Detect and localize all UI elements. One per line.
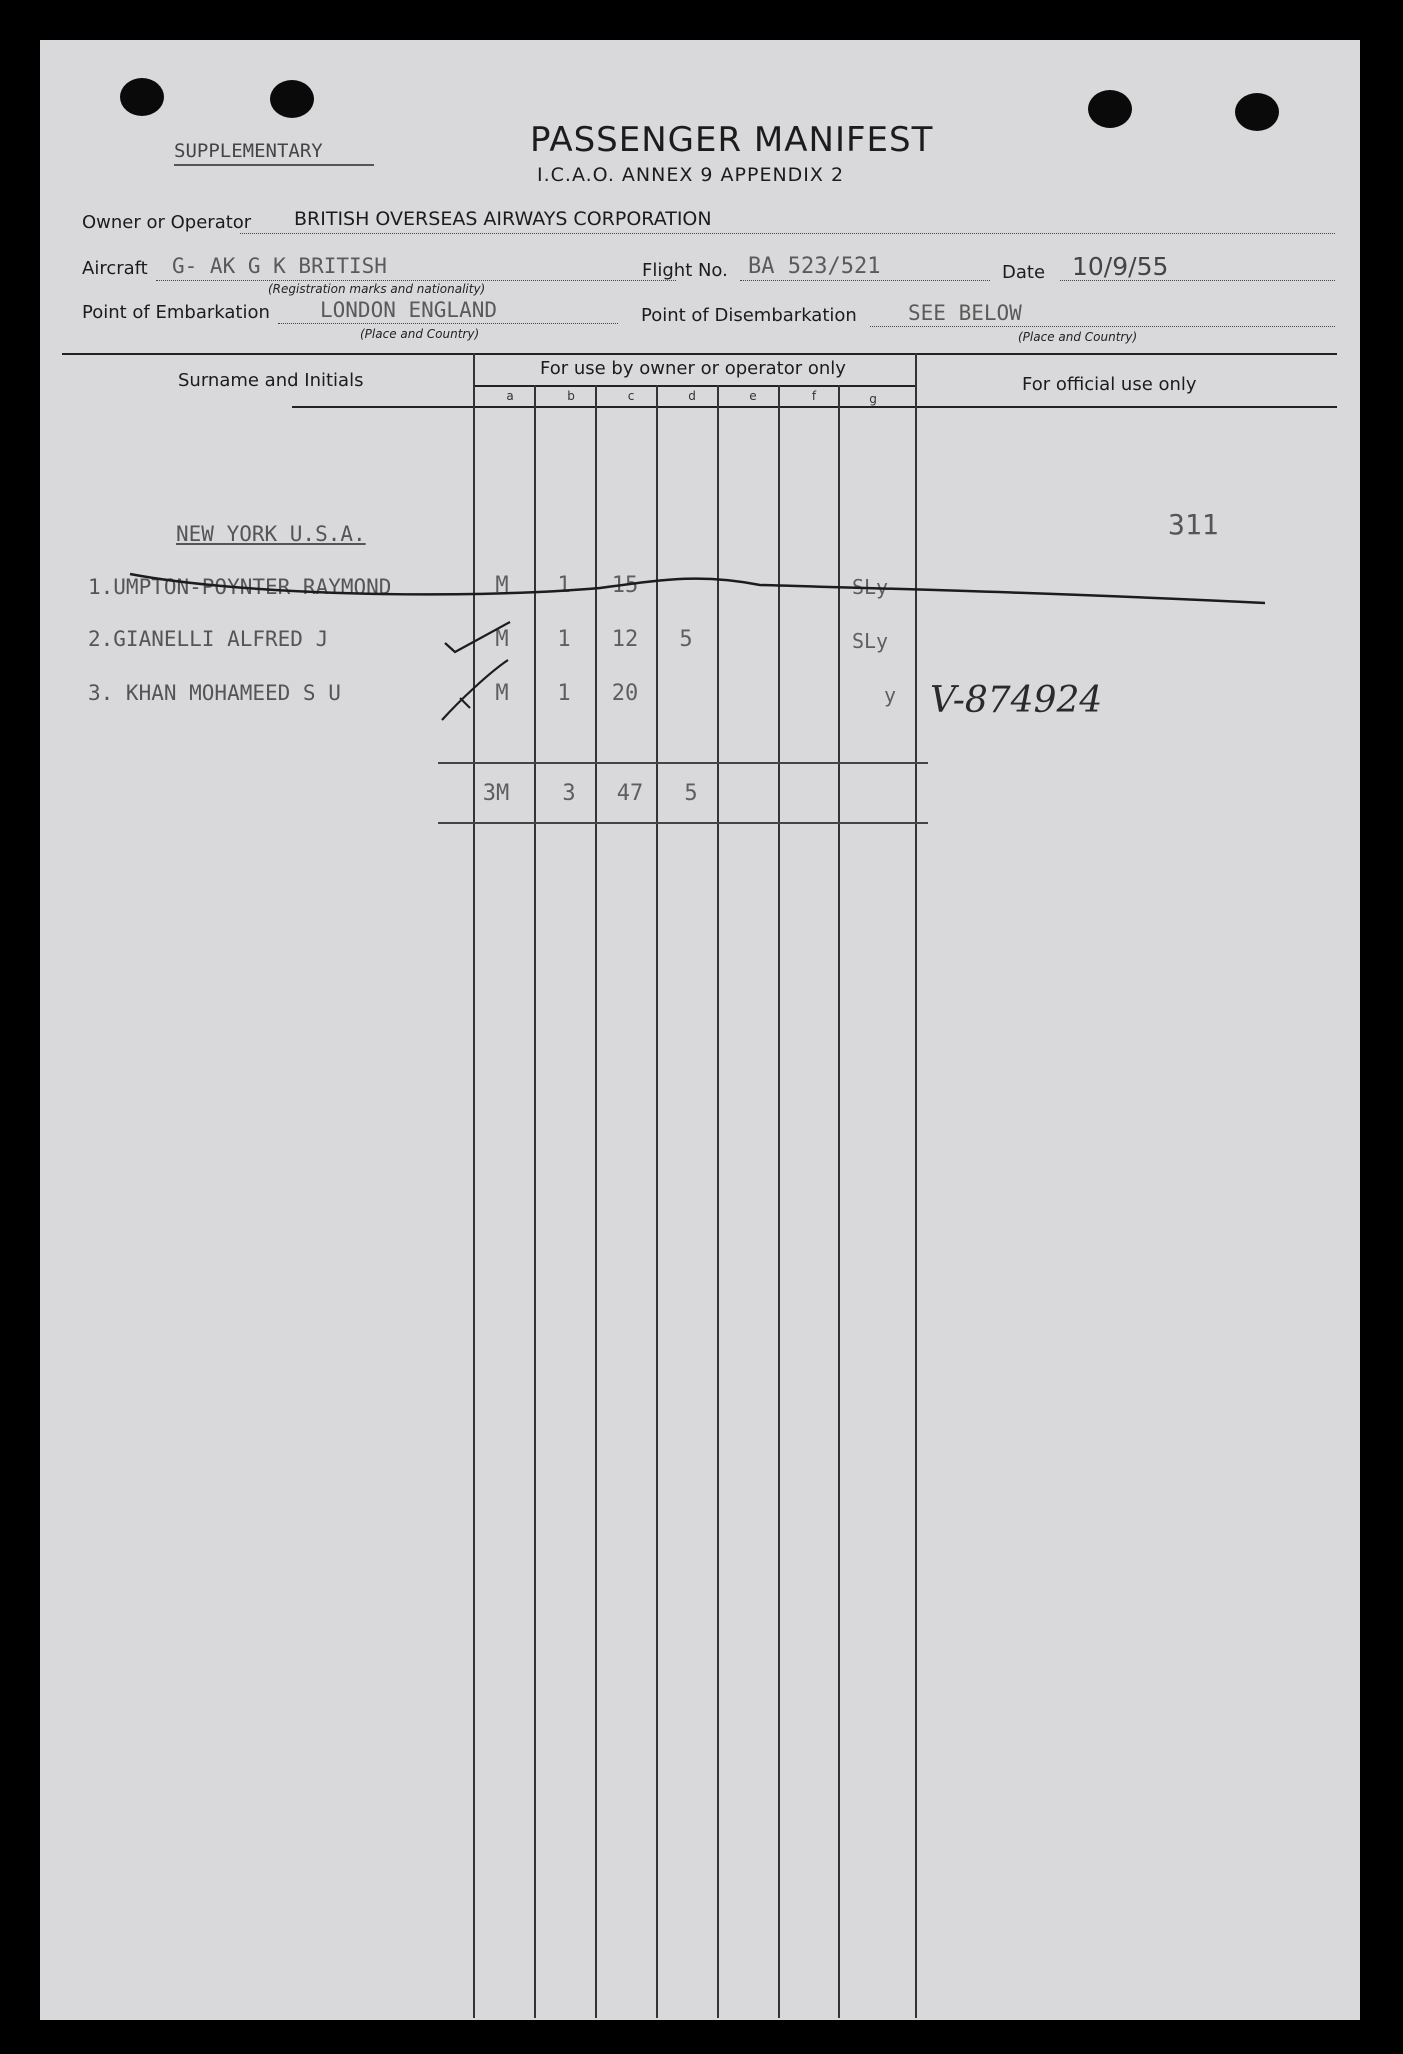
row2-col-d: 5 [679,627,693,652]
column-letter-a: a [506,389,514,403]
column-letter-f: f [811,389,817,403]
row3-col-c: 20 [611,681,639,706]
flight-value: BA 523/521 [748,254,881,279]
manifest-sheet [40,40,1360,2020]
supplementary-label: SUPPLEMENTARY [174,140,323,162]
column-letter-b: b [567,389,575,403]
total-col-d: 5 [684,781,698,806]
page-title: PASSENGER MANIFEST [530,120,934,160]
passenger-name-2: 2.GIANELLI ALFRED J [88,627,329,651]
column-letter-e: e [749,389,757,403]
passenger-name-3: 3. KHAN MOHAMEED S U [88,681,341,705]
owner-value: BRITISH OVERSEAS AIRWAYS CORPORATION [294,208,712,230]
aircraft-value: G- AK G K BRITISH [172,254,387,278]
row2-col-b: 1 [557,627,571,652]
owner-label: Owner or Operator [82,212,252,233]
embarkation-value: LONDON ENGLAND [320,298,498,322]
flight-label: Flight No. [642,260,728,281]
row3-col-a: M [495,681,509,706]
column-letter-c: c [627,389,635,403]
strike-through-row-1 [130,574,1265,603]
column-owner-use: For use by owner or operator only [540,358,846,379]
embarkation-note: (Place and Country) [360,327,480,341]
date-label: Date [1002,262,1046,283]
check-mark-row-3 [442,660,508,720]
reference-number: 311 [1168,508,1219,541]
destination-heading: NEW YORK U.S.A. [176,522,366,546]
passenger-name-1: 1.UMPTON-POYNTER RAYMOND [88,575,392,599]
row1-col-b: 1 [557,573,571,598]
column-official-use: For official use only [1022,374,1197,395]
page-subtitle: I.C.A.O. ANNEX 9 APPENDIX 2 [537,164,845,186]
row3-col-g: y [883,683,897,707]
disembarkation-label: Point of Disembarkation [641,305,857,326]
disembarkation-note: (Place and Country) [1018,330,1138,344]
row1-col-c: 15 [611,573,639,598]
aircraft-label: Aircraft [82,258,148,279]
disembarkation-value: SEE BELOW [908,301,1022,325]
row3-col-b: 1 [557,681,571,706]
column-letter-d: d [688,389,696,403]
row2-col-g: SLy [851,629,889,653]
total-col-c: 47 [616,781,644,806]
date-value: 10/9/55 [1072,252,1169,281]
pen-marks-layer [40,40,1360,940]
row2-col-c: 12 [611,627,639,652]
total-col-a: 3M [482,781,510,806]
row2-col-a: M [495,627,509,652]
row1-col-a: M [495,573,509,598]
check-mark-row-3-tick [460,698,470,708]
check-mark-row-2 [445,622,510,652]
row1-col-g: SLy [851,575,889,599]
official-handwritten-note: V-874924 [930,680,1103,721]
aircraft-note: (Registration marks and nationality) [268,282,486,296]
embarkation-label: Point of Embarkation [82,302,270,323]
total-col-b: 3 [562,781,576,806]
column-letter-g: g [869,392,877,406]
column-surname: Surname and Initials [178,370,364,391]
